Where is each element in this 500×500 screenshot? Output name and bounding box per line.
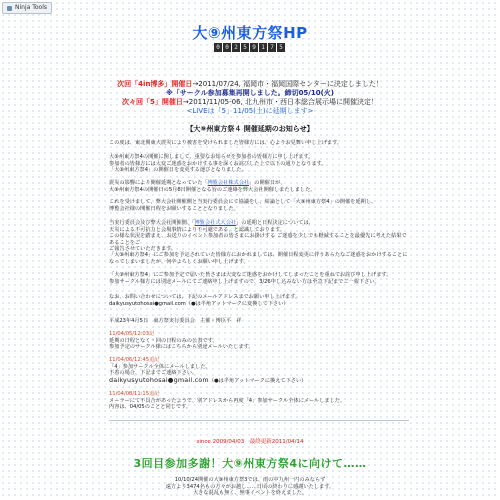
update-date: 11/04/06/12:45追記 [109,357,160,363]
venue-organizer-link[interactable]: 博覧会社式大会社 [194,220,237,226]
notice-line: 天災による不可抗力と会場事情により不可避である、と認識しております。 [109,226,285,233]
following-event-label: 次々回「5」開催日 [122,98,183,106]
update-date: 11/04/05/12:03記 [109,331,155,337]
notice-paragraph-6: 「大⑨州東方祭4」にご参加を予定されていた皆様方におかれましては、開催日程変更に伴うあらたなご迷惑をおかけすることになってしまいましたが、何卒よろしくお願い申し上げます。 [109,252,408,265]
update-line: メーラーにて不具合があったようで、別アドレスから再度「4」参加サークル全体にメールしました。 [109,397,346,404]
page-title: 大⑨州東方祭HP [192,24,308,42]
announcement-following-event [0,98,500,107]
notice-line: 参加サークル様方には別途メールにてご連絡申し上げますので、3/26申し込みない方は至急下記までご一報下さい。 [109,278,380,285]
thanks-heading: 3回目参加多謝！大⑨州東方祭4に向けて…… [133,457,367,470]
announcement-next-event [0,80,500,89]
update-line: 不着の場合、下記までご連絡下さい。 [109,370,198,377]
notice-line: 博覧会社様の開催日程をお願いすることとなりました。 [109,205,239,212]
notice-paragraph-1: この度は、東北関東大震災により被害を受けられました皆様方には、心よりお見舞い申し上げます。 [109,140,343,146]
notice-line: 参加者の皆様方には大変ご迷惑をおかけする事を深くお詫びした上で以下の通りとなります。 [109,160,327,167]
announcement-circle-recruit [0,89,500,98]
update-line: 延期の日程となく・回の日程のみの公表です。 [109,337,218,344]
notice-text: 震災の影響により開催延期となっていた「 [109,180,208,186]
following-event-detail: →2011/11/05-06, 北九州市・西日本総合展示場に開催決定！ [182,98,378,106]
email-note: （●は半角アットマークに換えて下さい） [208,377,307,384]
update-entry [109,391,409,411]
notice-paragraph-2 [109,154,409,174]
ninja-tools-label: Ninja Tools [15,4,47,11]
counter-digit: 9 [250,43,258,52]
access-counter [214,43,285,52]
counter-digit: 0 [223,43,231,52]
closing-message [0,477,500,497]
update-date: 11/04/08/11:15追記 [109,391,160,397]
circle-recruit-text: ※「サークル参加募集再開しました。締切05/10(火) [165,89,335,97]
notice-paragraph-3 [109,180,409,193]
counter-digit: 7 [268,43,276,52]
update-entry [109,331,409,351]
notice-heading: 【大⑨州東方祭４ 開催延期のお知らせ】 [186,125,314,133]
notice-line: 「大⑨州東方祭4」にご参加予定で届いた皆さまは大変なご迷惑をおかけしてしまったことを重ねてお詫び申し上げます。 [109,272,392,278]
ninja-tools-icon [7,6,12,11]
counter-digit: 5 [241,43,249,52]
closing-line: 大きな混乱も無く、無事イベントを終えました。 [192,490,308,497]
notice-line: 「大⑨州東方祭4」の開催日を変更する運びとなりました。 [109,167,247,174]
update-line: 「4」参加サークル全体にメールしました。 [109,363,211,370]
next-event-detail: →2011/07/24, 福岡市・福岡国際センターに決定しました！ [192,80,383,88]
notice-signature: 平成23年4月5日 東方祭実行委員会 主催・博臣平 祥 [109,318,242,324]
announcement-live-postponed [0,107,500,116]
notice-line: この様な状況を踏まえ、お送りのイベント参加者の皆さまにお掛けする ご迷惑を少しでも軽減することを最優先に考えた結果であることをご [109,233,407,246]
since-updated: since 2009/04/03 最終更新2011/04/14 [196,439,304,445]
notice-paragraph-7 [109,272,409,285]
notice-text: 」の開催日が、 [249,180,286,186]
live-postponed-text: <LIVEは「5」11/05(土)に延期します> [186,107,314,115]
venue-company-link[interactable]: 博覧会社株式会社 [207,180,250,186]
notice-paragraph-5 [109,220,409,253]
next-event-label: 次回「4in博多」開催日 [117,80,193,88]
counter-digit: 1 [259,43,267,52]
closing-line: 10/10/24開催の大⑨州東方祭3では、雨の中九州一円のみならず [174,477,326,483]
notice-text: 当実行委員会及び弊大会社開催側、「 [109,220,195,226]
counter-digit: 5 [277,43,285,52]
email-note: （●は半角アットマークに変換して下さい） [185,300,289,307]
ninja-tools-bar[interactable] [2,2,52,14]
update-line: 参加予定のサークル様にはこちらから別途メールいたします。 [109,344,254,351]
notice-paragraph-4 [109,199,409,212]
notice-text: 」の延期と日程決定については、 [236,220,314,226]
update-email[interactable]: daikyusyutohosai●gmail.com [109,375,209,384]
notice-line: ご報告させていただきます。 [109,246,177,253]
update-entry [109,357,409,384]
closing-line: 遠方より3474名もの方々がお越し……日頃の終わりに感謝いたします。 [165,483,335,490]
notice-line: これを受けまして、弊大会社開催側と当実行委員会にて協議をし、結論として「大⑨州東方祭4」の開催を延期し、 [109,199,377,205]
notice-line: なお、お問い合わせについては、下記のメールアドレスまでお願い申し上げます。 [109,294,301,300]
update-line: 内容は、04/05のことと同じです。 [109,404,191,411]
contact-info [109,294,409,307]
contact-email[interactable]: daikyusyutohosai●gmail.com [109,300,186,307]
counter-digit: 0 [214,43,222,52]
counter-digit: 2 [232,43,240,52]
notice-line: 大⑨州東方祭4の開催に関しまして、重要なお知らせを参加者の皆様方に申し上げます。 [109,154,314,160]
notice-line: 大⑨州東方祭4の開催日の5月8日開催となる旨のご連絡を弊大会社開催しまたしました。 [109,186,316,193]
divider [109,420,409,421]
